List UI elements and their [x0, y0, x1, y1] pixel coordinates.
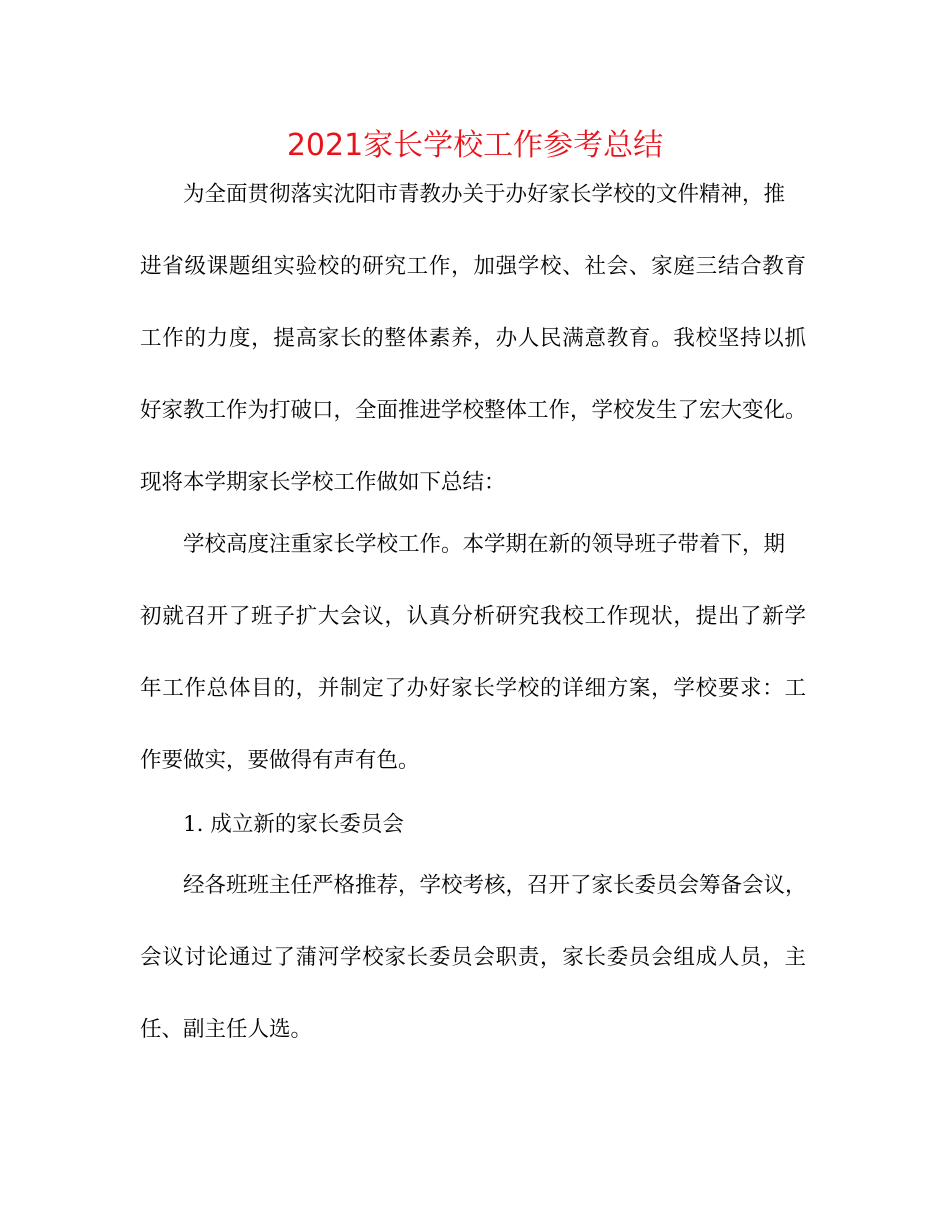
- paragraph-2-line-1: 学校高度注重家长学校工作。本学期在新的领导班子带着下，期: [183, 532, 786, 557]
- paragraph-1-line-2: 进省级课题组实验校的研究工作，加强学校、社会、家庭三结合教育: [140, 254, 806, 279]
- paragraph-3-line-2: 会议讨论通过了蒲河学校家长委员会职责，家长委员会组成人员，主: [140, 945, 806, 970]
- paragraph-2-line-2: 初就召开了班子扩大会议，认真分析研究我校工作现状，提出了新学: [140, 604, 806, 629]
- paragraph-1-line-1: 为全面贯彻落实沈阳市青教办关于办好家长学校的文件精神，推: [183, 182, 786, 207]
- paragraph-2-line-3: 年工作总体目的，并制定了办好家长学校的详细方案，学校要求：工: [140, 676, 806, 701]
- paragraph-3-line-3: 任、副主任人选。: [140, 1017, 313, 1042]
- paragraph-1-line-5: 现将本学期家长学校工作做如下总结：: [140, 470, 506, 495]
- paragraph-1-line-4: 好家教工作为打破口，全面推进学校整体工作，学校发生了宏大变化。: [140, 398, 807, 423]
- document-title: 2021家长学校工作参考总结: [286, 128, 664, 163]
- section-heading: 1. 成立新的家长委员会: [183, 812, 404, 837]
- paragraph-1-line-3: 工作的力度，提高家长的整体素养，办人民满意教育。我校坚持以抓: [140, 326, 806, 351]
- paragraph-2-line-4: 作要做实，要做得有声有色。: [140, 748, 420, 773]
- paragraph-3-line-1: 经各班班主任严格推荐，学校考核，召开了家长委员会筹备会议，: [183, 873, 807, 898]
